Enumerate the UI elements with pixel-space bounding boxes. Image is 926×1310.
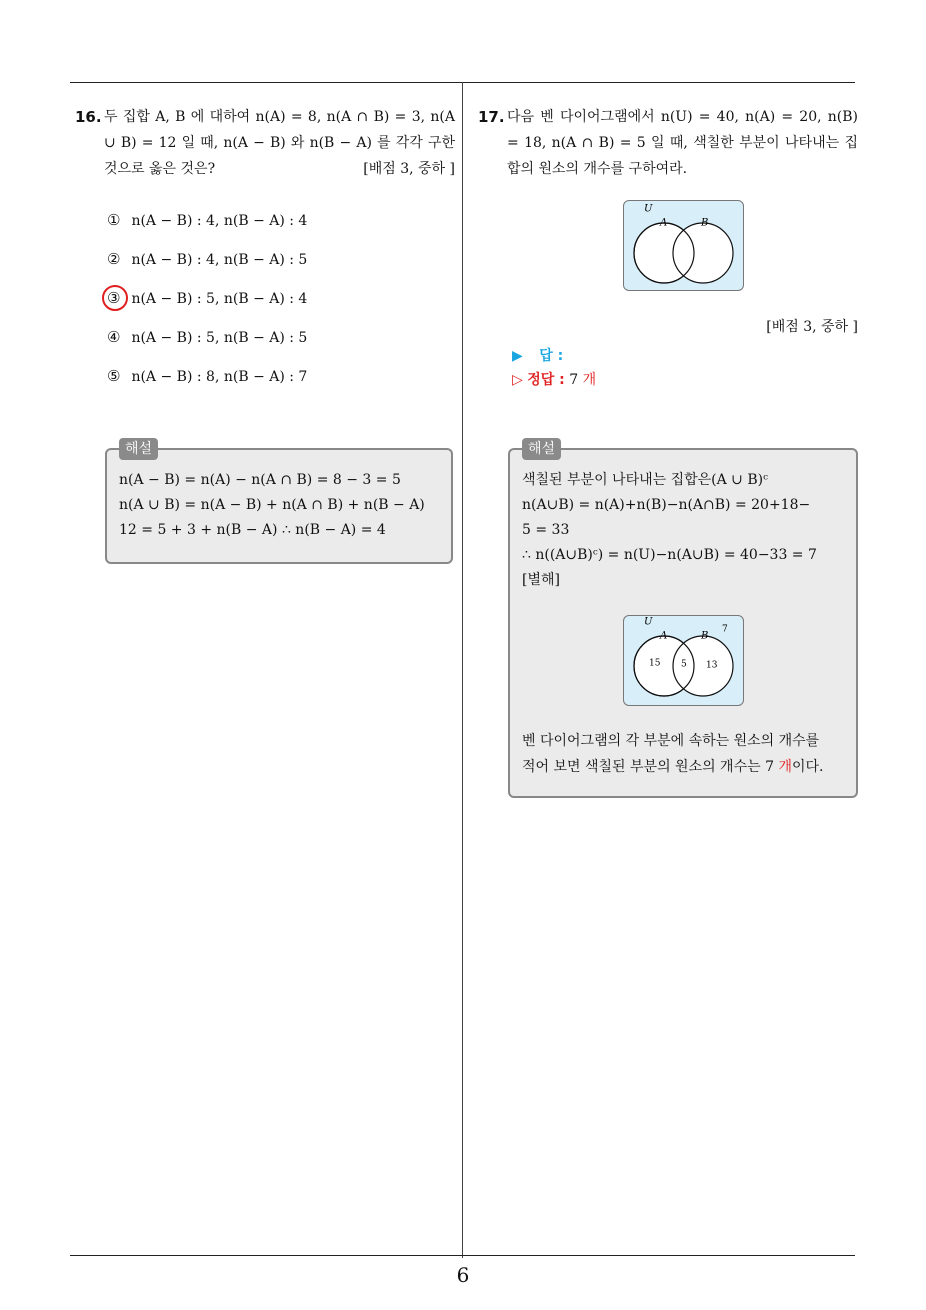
solution-line: n(A∪B) = n(A)+n(B)−n(A∩B) = 20+18− xyxy=(522,497,811,513)
intersection-count: 5 xyxy=(681,659,687,670)
column-divider xyxy=(462,82,463,1258)
choice-number: ② xyxy=(107,250,121,268)
question-17-text: 다음 벤 다이어그램에서 n(U) = 40, n(A) = 20, n(B) = 18, n(A ∩ B) = 5 일 때, 색칠한 부분이 나타내는 집합의 원소의 개수를 구하여라. xyxy=(507,109,858,177)
choice-list xyxy=(107,207,307,402)
venn-diagram-solution xyxy=(623,615,744,706)
choice-5[interactable] xyxy=(107,363,307,402)
choice-text: n(A − B) : 5, n(B − A) : 5 xyxy=(131,330,308,346)
universe-label: U xyxy=(644,203,653,215)
outside-count: 7 xyxy=(722,624,728,635)
solution-label: 해설 xyxy=(522,438,561,460)
question-17-text-block xyxy=(478,104,858,182)
solution-box-16 xyxy=(105,441,453,564)
solution-line: n(A − B) = n(A) − n(A ∩ B) = 8 − 3 = 5 xyxy=(119,472,401,488)
universe-label: U xyxy=(644,616,653,628)
solution-footer-line xyxy=(522,754,846,780)
solution-box-17 xyxy=(508,441,858,798)
choice-number: ⑤ xyxy=(107,367,121,385)
choice-1[interactable] xyxy=(107,207,307,246)
question-17-score: [배점 3, 중하 ] xyxy=(766,319,858,335)
solution-footer-text-end: 이다. xyxy=(791,759,824,775)
solution-line: 5 = 33 xyxy=(522,522,570,538)
set-a-label: A xyxy=(660,630,668,642)
choice-number: ③ xyxy=(107,289,121,307)
correct-label: 정답 : xyxy=(527,372,565,388)
solution-footer-text: 적어 보면 색칠된 부분의 원소의 개수는 7 xyxy=(522,759,779,775)
bottom-rule xyxy=(70,1255,855,1256)
choice-text: n(A − B) : 5, n(B − A) : 4 xyxy=(131,291,308,307)
question-16-text-block xyxy=(75,104,455,182)
solution-footer xyxy=(522,728,846,780)
solution-line: n(A ∪ B) = n(A − B) + n(A ∩ B) + n(B − A) xyxy=(119,497,425,513)
question-16 xyxy=(75,104,455,182)
answer-marker-icon: ▶ xyxy=(512,348,523,364)
set-b-label: B xyxy=(701,630,709,642)
choice-3[interactable] xyxy=(107,285,307,324)
solution-lines xyxy=(522,468,846,593)
answer-label: 답 : xyxy=(539,348,564,364)
set-b-circle xyxy=(673,223,733,283)
choice-number: ④ xyxy=(107,328,121,346)
solution-line: ∴ n((A∪B)ᶜ) = n(U)−n(A∪B) = 40−33 = 7 xyxy=(522,547,817,563)
correct-unit: 개 xyxy=(582,372,597,388)
question-17 xyxy=(478,104,858,182)
question-16-score: [배점 3, 중하 ] xyxy=(363,161,455,177)
solution-lines xyxy=(119,468,441,543)
choice-4[interactable] xyxy=(107,324,307,363)
set-a-label: A xyxy=(660,217,668,229)
choice-text: n(A − B) : 4, n(B − A) : 5 xyxy=(131,252,308,268)
set-b-label: B xyxy=(701,217,709,229)
choice-2[interactable] xyxy=(107,246,307,285)
solution-label: 해설 xyxy=(119,438,158,460)
solution-footer-unit: 개 xyxy=(778,759,792,775)
solution-line: 12 = 5 + 3 + n(B − A) ∴ n(B − A) = 4 xyxy=(119,522,386,538)
choice-text: n(A − B) : 4, n(B − A) : 4 xyxy=(131,213,308,229)
answer-block xyxy=(512,344,596,392)
correct-value: 7 xyxy=(569,372,579,388)
venn-diagram xyxy=(623,200,744,291)
only-a-count: 15 xyxy=(649,658,661,669)
correct-answer-row xyxy=(512,368,596,392)
correct-marker-icon: ▷ xyxy=(512,372,523,388)
question-16-text: 두 집합 A, B 에 대하여 n(A) = 8, n(A ∩ B) = 3, n(A ∪ B) = 12 일 때, n(A − B) 와 n(B − A) 를 각각 구한 것으로 옳은 것은? xyxy=(104,109,455,177)
solution-line: [별해] xyxy=(522,572,560,588)
choice-number: ① xyxy=(107,211,121,229)
question-number: 17. xyxy=(478,108,505,126)
choice-text: n(A − B) : 8, n(B − A) : 7 xyxy=(131,369,308,385)
solution-line: 색칠된 부분이 나타내는 집합은(A ∪ B)ᶜ xyxy=(522,472,768,488)
page-number: 6 xyxy=(456,1263,470,1287)
only-b-count: 13 xyxy=(706,660,718,671)
selected-answer-circle xyxy=(102,285,128,311)
answer-row[interactable] xyxy=(512,344,596,368)
question-number: 16. xyxy=(75,108,102,126)
solution-footer-line: 벤 다이어그램의 각 부분에 속하는 원소의 개수를 xyxy=(522,733,820,749)
